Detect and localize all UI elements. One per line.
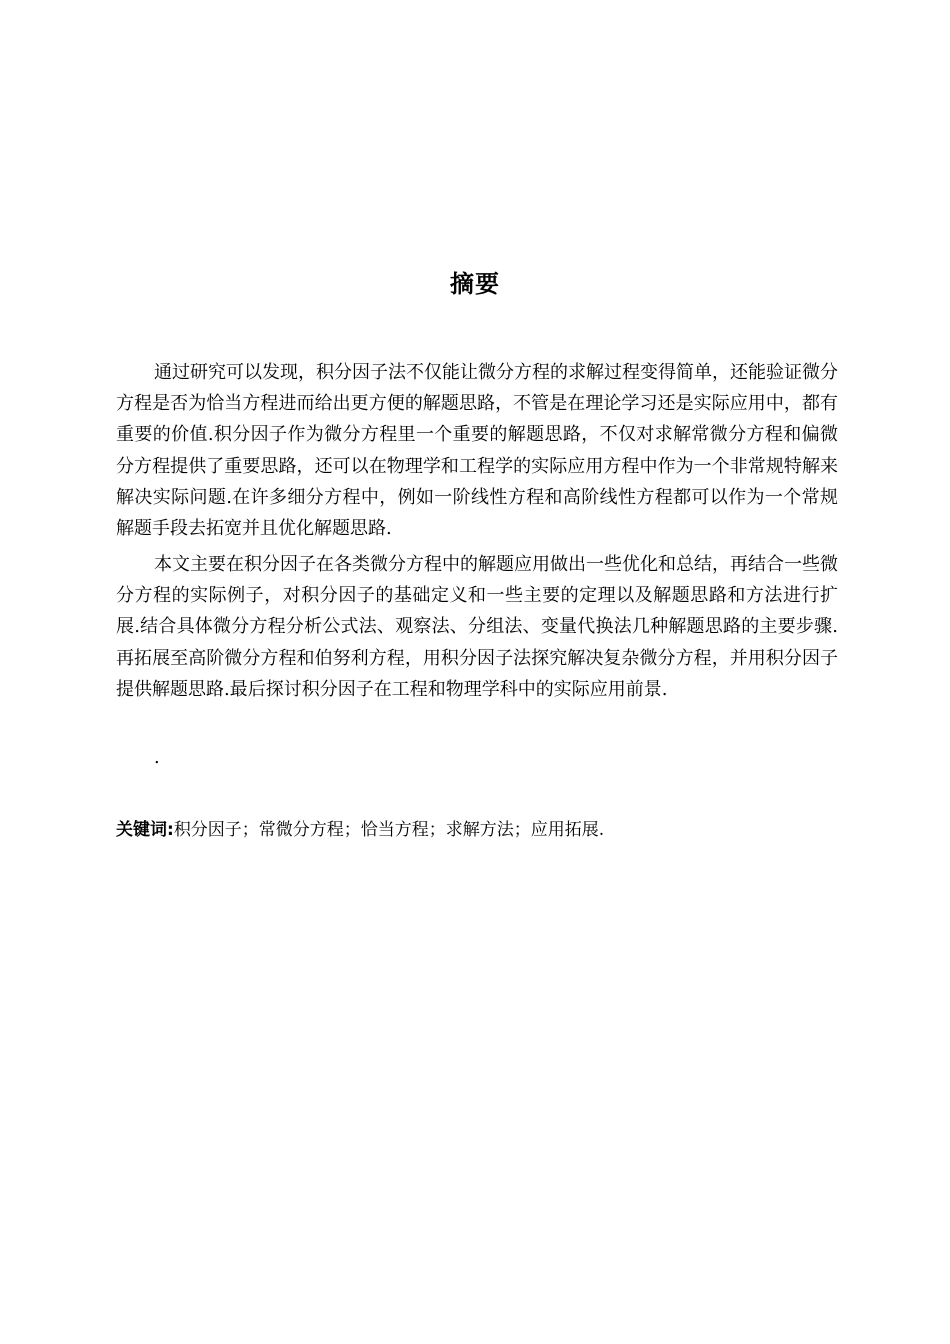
trailing-period: .	[154, 747, 160, 768]
paragraph-text: 通过研究可以发现，积分因子法不仅能让微分方程的求解过程变得简单，还能验证微分方程是否为恰当方程进而给出更方便的解题思路，不管是在理论学习还是实际应用中，都有重要的价值.积分因子作为微分方程里一个重要的解题思路，不仅对求解常微分方程和偏微分方程提供了重要思路，还可以在物理学和工程学的实际应用方程中作为一个非常规特解来解决实际问题.在许多细分方程中，例如一阶线性方程和高阶线性方程都可以作为一个常规解题手段去拓宽并且优化解题思路.	[116, 362, 838, 540]
abstract-paragraph-2	[116, 549, 838, 705]
paragraph-text: 本文主要在积分因子在各类微分方程中的解题应用做出一些优化和总结，再结合一些微分方程的实际例子，对积分因子的基础定义和一些主要的定理以及解题思路和方法进行扩展.结合具体微分方程分析公式法、观察法、分组法、变量代换法几种解题思路的主要步骤.再拓展至高阶微分方程和伯努利方程，用积分因子法探究解决复杂微分方程，并用积分因子提供解题思路.最后探讨积分因子在工程和物理学科中的实际应用前景.	[116, 554, 838, 700]
keywords-text: 积分因子；常微分方程；恰当方程；求解方法；应用拓展.	[173, 820, 605, 840]
abstract-paragraph-1	[116, 357, 838, 544]
abstract-title: 摘要	[450, 270, 500, 298]
keywords-line	[116, 815, 838, 846]
keywords-label: 关键词:	[116, 820, 174, 840]
